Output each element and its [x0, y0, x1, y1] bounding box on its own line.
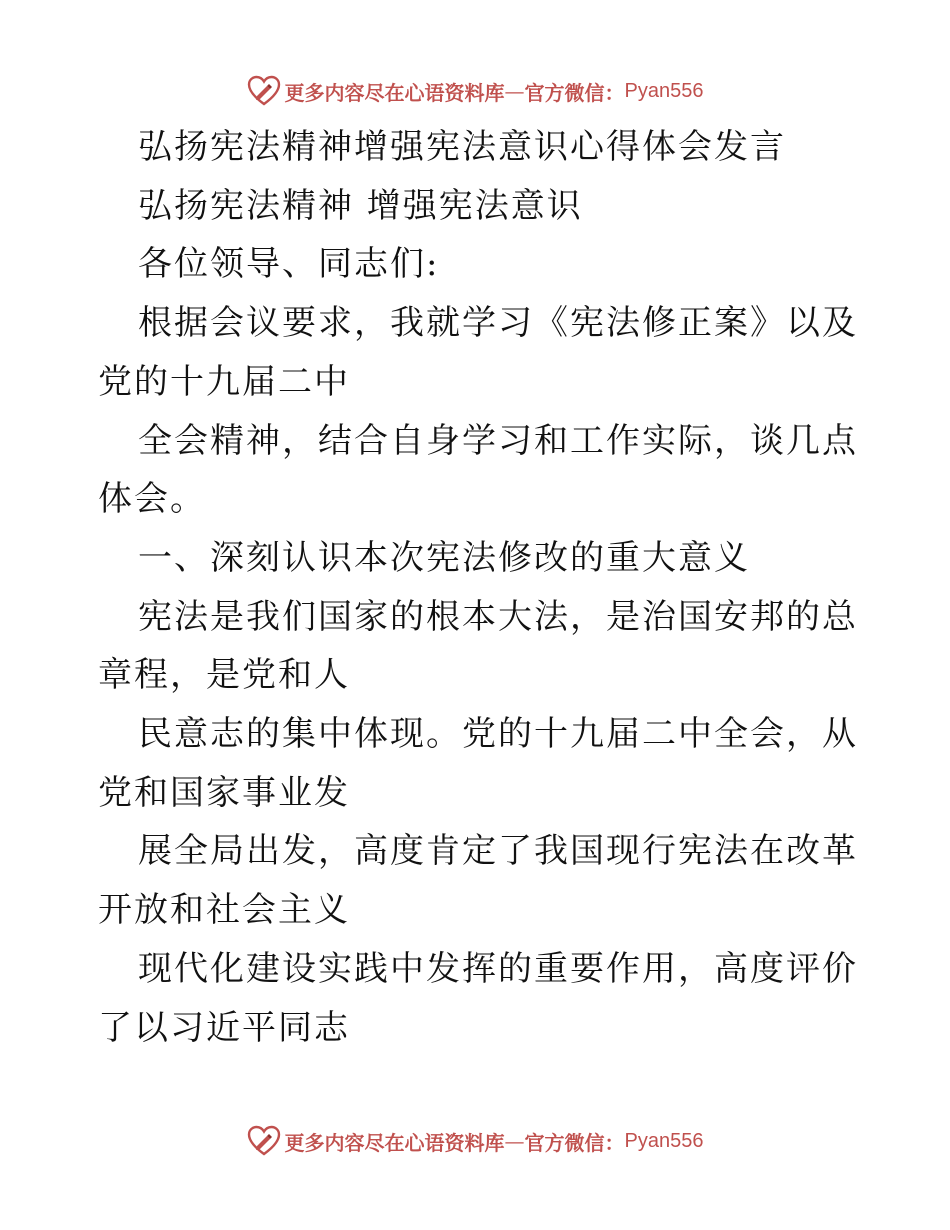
paragraph-line: 现代化建设实践中发挥的重要作用，高度评价了以习近平同志 — [98, 948, 858, 1048]
watermark-text: 更多内容尽在心语资料库 — [284, 1130, 505, 1155]
watermark-text: 更多内容尽在心语资料库 — [284, 80, 505, 105]
document-body — [98, 118, 858, 1057]
paragraph-line: 宪法是我们国家的根本大法，是治国安邦的总章程，是党和人 — [98, 596, 858, 696]
paragraph-line: 展全局出发，高度肯定了我国现行宪法在改革开放和社会主义 — [98, 831, 858, 931]
wechat-id: Pyan556 — [624, 1129, 704, 1152]
salutation: 各位领导、同志们: — [138, 244, 440, 285]
header-watermark — [0, 71, 950, 111]
paragraph-line: 根据会议要求，我就学习《宪法修正案》以及党的十九届二中 — [98, 303, 858, 402]
watermark-separator: — — [504, 79, 525, 103]
document-subtitle: 弘扬宪法精神 增强宪法意识 — [138, 185, 583, 226]
heart-pen-icon — [247, 74, 281, 108]
footer-watermark — [0, 1121, 950, 1161]
paragraph-line: 民意志的集中体现。党的十九届二中全会，从党和国家事业发 — [98, 714, 858, 813]
paragraph-line: 全会精神，结合自身学习和工作实际，谈几点体会。 — [98, 420, 858, 520]
document-title: 弘扬宪法精神增强宪法意识心得体会发言 — [138, 127, 786, 167]
section-heading: 一、深刻认识本次宪法修改的重大意义 — [138, 537, 750, 578]
heart-pen-icon — [247, 1124, 281, 1158]
watermark-separator: — — [504, 1129, 525, 1153]
wechat-label: 官方微信： — [524, 80, 625, 105]
wechat-id: Pyan556 — [624, 79, 704, 102]
wechat-label: 官方微信： — [524, 1130, 625, 1155]
